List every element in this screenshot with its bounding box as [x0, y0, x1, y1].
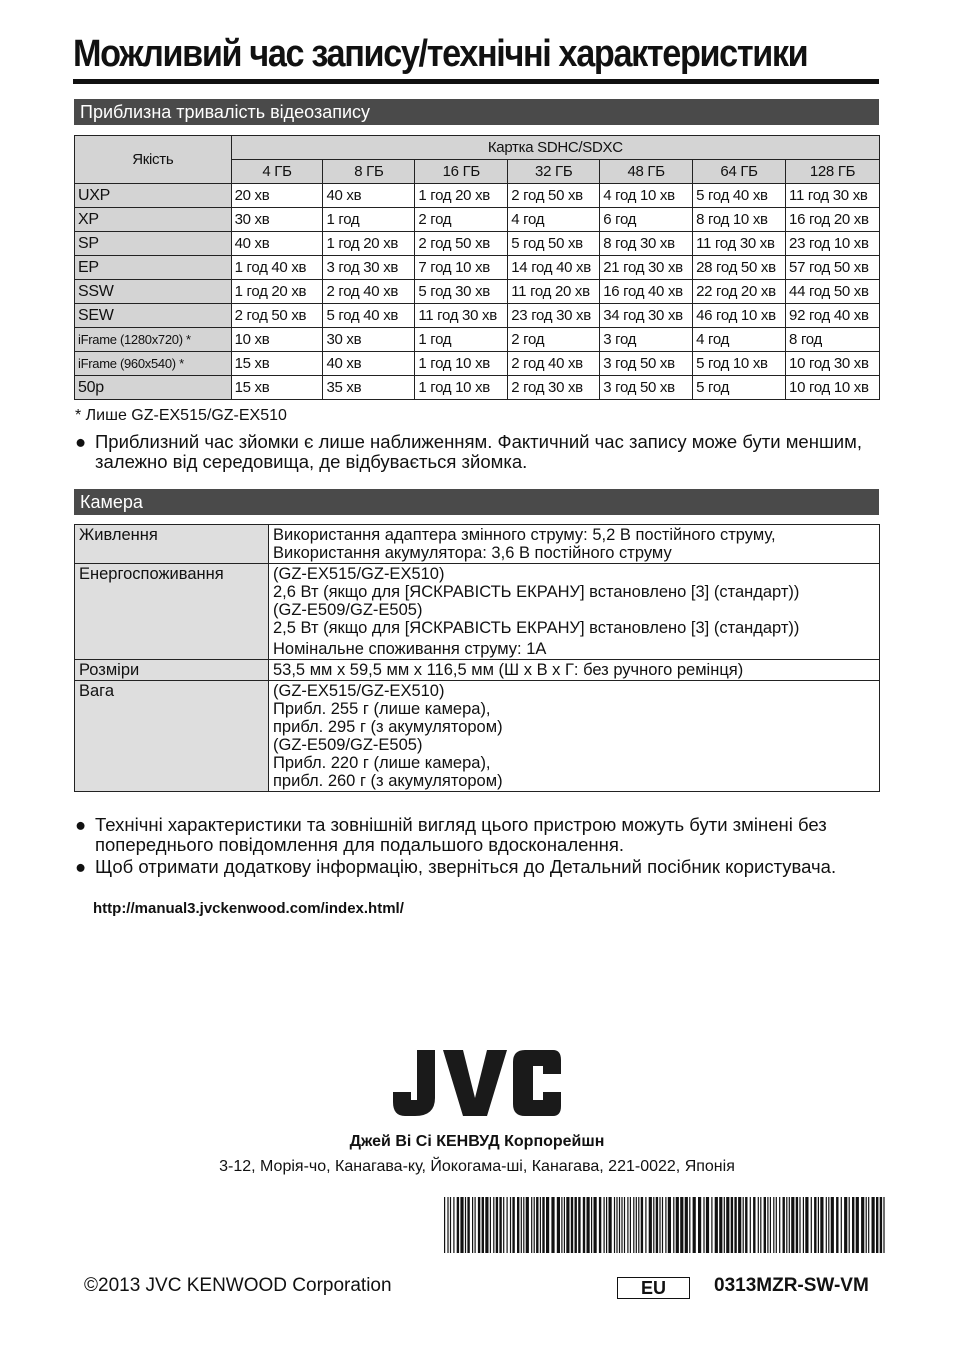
table-row	[75, 184, 880, 208]
duration-cell: 21 год 30 хв	[600, 256, 693, 280]
barcode-bar	[636, 1197, 637, 1253]
quality-cell: iFrame (960x540) *	[75, 352, 232, 376]
barcode-bar	[767, 1197, 768, 1253]
barcode-bar	[811, 1197, 812, 1253]
barcode-bar	[510, 1197, 511, 1253]
barcode-bar	[517, 1197, 519, 1253]
barcode-bar	[703, 1197, 704, 1253]
table-row	[75, 304, 880, 328]
barcode-bar	[649, 1197, 652, 1253]
duration-cell: 5 год 40 хв	[693, 184, 786, 208]
barcode-bar	[726, 1197, 729, 1253]
barcode-bar	[659, 1197, 660, 1253]
barcode-bar	[764, 1197, 766, 1253]
duration-cell: 2 год 40 хв	[323, 280, 415, 304]
barcode-bar	[689, 1197, 690, 1253]
duration-cell: 11 год 30 хв	[693, 232, 786, 256]
spec-line: прибл. 295 г (з акумулятором)	[273, 718, 503, 736]
region-badge: EU	[617, 1277, 690, 1299]
barcode-bar	[587, 1197, 590, 1253]
barcode-bar	[564, 1197, 565, 1253]
recording-time-table	[74, 135, 880, 400]
barcode-bar	[828, 1197, 829, 1253]
duration-cell: 22 год 20 хв	[693, 280, 786, 304]
duration-cell: 23 год 10 хв	[786, 232, 880, 256]
table-row	[75, 376, 880, 400]
barcode-bar	[698, 1197, 701, 1253]
barcode-bar	[534, 1197, 535, 1253]
barcode-bar	[866, 1197, 867, 1253]
spec-label: Розміри	[75, 660, 269, 681]
copyright: ©2013 JVC KENWOOD Corporation	[84, 1275, 392, 1296]
barcode-bar	[521, 1197, 522, 1253]
spec-line: (GZ-E509/GZ-E505)	[273, 736, 423, 754]
barcode-bar	[616, 1197, 617, 1253]
duration-cell: 1 год 40 хв	[231, 256, 323, 280]
barcode-bar	[614, 1197, 615, 1253]
barcode-bar	[844, 1197, 847, 1253]
spec-line: Використання акумулятора: 3,6 В постійного струму	[273, 544, 672, 562]
barcode-bar	[856, 1197, 859, 1253]
barcode-bar	[627, 1197, 628, 1253]
barcode-bar	[624, 1197, 625, 1253]
barcode-bar	[653, 1197, 654, 1253]
duration-cell: 1 год 20 хв	[415, 184, 508, 208]
barcode-bar	[753, 1197, 755, 1253]
barcode-bar	[706, 1197, 709, 1253]
barcode-bar	[876, 1197, 878, 1253]
barcode-bar	[566, 1197, 569, 1253]
barcode-bar	[645, 1197, 646, 1253]
barcode-bar	[783, 1197, 785, 1253]
duration-cell: 1 год	[323, 208, 415, 232]
barcode-bar	[803, 1197, 804, 1253]
capacity-header: 32 ГБ	[508, 160, 600, 184]
footnote: * Лише GZ-EX515/GZ-EX510	[75, 407, 287, 424]
barcode-bar	[512, 1197, 514, 1253]
duration-cell: 11 год 20 хв	[508, 280, 600, 304]
card-header: Картка SDHC/SDXC	[231, 136, 879, 160]
barcode-bar	[665, 1197, 666, 1253]
barcode-bar	[523, 1197, 524, 1253]
barcode-bar	[503, 1197, 504, 1253]
duration-cell: 2 год 40 хв	[508, 352, 600, 376]
duration-cell: 40 хв	[323, 184, 415, 208]
barcode-bar	[540, 1197, 541, 1253]
bullet-icon: ●	[75, 431, 87, 452]
barcode-bar	[531, 1197, 532, 1253]
barcode-bar	[826, 1197, 827, 1253]
duration-cell: 1 год 20 хв	[231, 280, 323, 304]
bullet-text: Приблизний час зйомки є лише наближенням. Фактичний час запису може бути меншим, залежно від середовища, де відбувається зйомка.	[95, 431, 862, 472]
spec-value	[269, 564, 880, 660]
title-rule	[73, 79, 879, 84]
duration-cell: 2 год 50 хв	[231, 304, 323, 328]
spec-line: (GZ-E509/GZ-E505)	[273, 601, 423, 619]
spec-value	[269, 681, 880, 792]
barcode-bar	[546, 1197, 549, 1253]
barcode-bar	[599, 1197, 601, 1253]
spec-row-power	[75, 525, 880, 564]
duration-cell: 34 год 30 хв	[600, 304, 693, 328]
duration-cell: 15 хв	[231, 376, 323, 400]
spec-line: 2,5 Вт (якщо для [ЯСКРАВІСТЬ ЕКРАНУ] встановлено [3] (стандарт))	[273, 619, 800, 637]
duration-cell: 8 год 30 хв	[600, 232, 693, 256]
barcode-bar	[594, 1197, 597, 1253]
duration-cell: 4 год	[693, 328, 786, 352]
spec-line: 2,6 Вт (якщо для [ЯСКРАВІСТЬ ЕКРАНУ] встановлено [3] (стандарт))	[273, 583, 800, 601]
barcode-bar	[496, 1197, 498, 1253]
duration-cell: 8 год 10 хв	[693, 208, 786, 232]
barcode-bar	[745, 1197, 747, 1253]
document-code: 0313MZR-SW-VM	[714, 1275, 869, 1296]
spec-row-consumption	[75, 564, 880, 660]
barcode-bar	[656, 1197, 658, 1253]
spec-label: Енергоспоживання	[75, 564, 269, 660]
duration-cell: 3 год 50 хв	[600, 352, 693, 376]
spec-label: Вага	[75, 681, 269, 792]
duration-cell: 30 хв	[323, 328, 415, 352]
barcode-bar	[609, 1197, 612, 1253]
spec-line: Використання адаптера змінного струму: 5,2 В постійного струму,	[273, 526, 776, 544]
section-heading-camera: Камера	[74, 489, 879, 515]
duration-cell: 57 год 50 хв	[786, 256, 880, 280]
table-row	[75, 232, 880, 256]
spec-row-dimensions	[75, 660, 880, 681]
duration-cell: 4 год	[508, 208, 600, 232]
capacity-header: 128 ГБ	[786, 160, 880, 184]
camera-spec-table	[74, 524, 880, 792]
barcode-bar	[604, 1197, 605, 1253]
barcode-bar	[482, 1197, 484, 1253]
barcode-bar	[776, 1197, 777, 1253]
barcode-bar	[571, 1197, 573, 1253]
quality-header: Якість	[75, 136, 232, 184]
barcode-bar	[849, 1197, 850, 1253]
barcode-bar	[786, 1197, 787, 1253]
barcode-bar	[444, 1197, 445, 1253]
barcode-bar	[883, 1197, 884, 1253]
quality-cell: EP	[75, 256, 232, 280]
barcode-bar	[789, 1197, 790, 1253]
barcode-bar	[676, 1197, 679, 1253]
duration-cell: 2 год 30 хв	[508, 376, 600, 400]
barcode-bar	[536, 1197, 538, 1253]
spec-value: 53,5 мм x 59,5 мм x 116,5 мм (Ш x В x Г: без ручного ремінця)	[269, 660, 880, 681]
duration-cell: 40 хв	[323, 352, 415, 376]
duration-cell: 14 год 40 хв	[508, 256, 600, 280]
barcode-bar	[621, 1197, 622, 1253]
barcode-bar	[465, 1197, 466, 1253]
duration-cell: 46 год 10 хв	[693, 304, 786, 328]
barcode-bar	[542, 1197, 544, 1253]
duration-cell: 6 год	[600, 208, 693, 232]
barcode-bar	[836, 1197, 838, 1253]
barcode-bar	[467, 1197, 469, 1253]
barcode-bar	[526, 1197, 529, 1253]
table-row	[75, 280, 880, 304]
barcode-bar	[673, 1197, 674, 1253]
jvc-logo	[393, 1048, 561, 1118]
barcode-bar	[820, 1197, 823, 1253]
quality-cell: XP	[75, 208, 232, 232]
duration-cell: 20 хв	[231, 184, 323, 208]
spec-value	[269, 525, 880, 564]
spec-line: Номінальне споживання струму: 1А	[273, 640, 547, 658]
spec-line: (GZ-EX515/GZ-EX510)	[273, 565, 445, 583]
bullet-note-recording	[75, 432, 885, 472]
duration-cell: 16 год 20 хв	[786, 208, 880, 232]
duration-cell: 10 год 30 хв	[786, 352, 880, 376]
bullet-icon: ●	[75, 856, 87, 877]
barcode-bar	[734, 1197, 736, 1253]
barcode-bar	[453, 1197, 454, 1253]
capacity-header: 48 ГБ	[600, 160, 693, 184]
duration-cell: 16 год 40 хв	[600, 280, 693, 304]
barcode-bar	[861, 1197, 864, 1253]
capacity-header: 16 ГБ	[415, 160, 508, 184]
duration-cell: 3 год 50 хв	[600, 376, 693, 400]
barcode-bar	[457, 1197, 459, 1253]
company-address: 3-12, Морія-чо, Канагава-ку, Йокогама-ші, Канагава, 221-0022, Японія	[219, 1158, 735, 1175]
duration-cell: 7 год 10 хв	[415, 256, 508, 280]
barcode-bar	[852, 1197, 854, 1253]
duration-cell: 23 год 30 хв	[508, 304, 600, 328]
quality-cell: iFrame (1280x720) *	[75, 328, 232, 352]
bullet-text: Технічні характеристики та зовнішній вигляд цього пристрою можуть бути змінені без попереднього повідомлення для подальшого вдосконалення.	[95, 814, 827, 855]
barcode-bar	[715, 1197, 718, 1253]
barcode-bar	[478, 1197, 480, 1253]
duration-cell: 4 год 10 хв	[600, 184, 693, 208]
table-row	[75, 328, 880, 352]
barcode-bar	[575, 1197, 577, 1253]
spec-line: прибл. 260 г (з акумулятором)	[273, 772, 503, 790]
barcode-bar	[557, 1197, 560, 1253]
duration-cell: 1 год 10 хв	[415, 352, 508, 376]
spec-line: Прибл. 255 г (лише камера),	[273, 700, 491, 718]
bullet-icon: ●	[75, 814, 87, 835]
duration-cell: 2 год 50 хв	[415, 232, 508, 256]
barcode-bar	[485, 1197, 488, 1253]
barcode-bar	[758, 1197, 759, 1253]
barcode-bar	[770, 1197, 771, 1253]
barcode-bar	[868, 1197, 869, 1253]
barcode-bar	[490, 1197, 491, 1253]
company-name: Джей Ві Сі КЕНВУД Корпорейшн	[349, 1133, 605, 1150]
barcode-bar	[475, 1197, 476, 1253]
barcode-bar	[750, 1197, 751, 1253]
barcode-bar	[738, 1197, 741, 1253]
barcode-bar	[578, 1197, 580, 1253]
barcode-bar	[743, 1197, 744, 1253]
duration-cell: 5 год 30 хв	[415, 280, 508, 304]
barcode-bar	[641, 1197, 643, 1253]
duration-cell: 2 год	[415, 208, 508, 232]
barcode-bar	[450, 1197, 451, 1253]
spec-line: (GZ-EX515/GZ-EX510)	[273, 682, 445, 700]
barcode-bar	[493, 1197, 494, 1253]
barcode-bar	[799, 1197, 800, 1253]
barcode-bar	[796, 1197, 798, 1253]
barcode-bar	[606, 1197, 607, 1253]
duration-cell: 3 год 30 хв	[323, 256, 415, 280]
barcode-bar	[447, 1197, 448, 1253]
barcode-bar	[818, 1197, 819, 1253]
barcode-bar	[619, 1197, 620, 1253]
duration-cell: 3 год	[600, 328, 693, 352]
barcode-bar	[791, 1197, 794, 1253]
barcode-bar	[583, 1197, 585, 1253]
barcode-bar	[561, 1197, 562, 1253]
bullet-note-manual	[75, 857, 885, 877]
barcode-bar	[638, 1197, 639, 1253]
barcode-bar	[831, 1197, 834, 1253]
quality-cell: SP	[75, 232, 232, 256]
table-row	[75, 256, 880, 280]
quality-cell: 50p	[75, 376, 232, 400]
barcode-bar	[680, 1197, 683, 1253]
quality-cell: SEW	[75, 304, 232, 328]
barcode-bar	[711, 1197, 712, 1253]
capacity-header: 4 ГБ	[231, 160, 323, 184]
duration-cell: 30 хв	[231, 208, 323, 232]
spec-row-weight	[75, 681, 880, 792]
duration-cell: 11 год 30 хв	[415, 304, 508, 328]
duration-cell: 8 год	[786, 328, 880, 352]
table-row	[75, 208, 880, 232]
quality-cell: UXP	[75, 184, 232, 208]
duration-cell: 28 год 50 хв	[693, 256, 786, 280]
capacity-header: 8 ГБ	[323, 160, 415, 184]
page-title: Можливий час запису/технічні характеристики	[73, 33, 808, 75]
barcode-bar	[841, 1197, 842, 1253]
barcode-bar	[719, 1197, 722, 1253]
barcode-bar	[551, 1197, 554, 1253]
barcode-bar	[499, 1197, 501, 1253]
barcode-bar	[872, 1197, 875, 1253]
capacity-header: 64 ГБ	[693, 160, 786, 184]
barcode-bar	[662, 1197, 663, 1253]
barcode-bar	[773, 1197, 774, 1253]
duration-cell: 92 год 40 хв	[786, 304, 880, 328]
barcode-bar	[760, 1197, 761, 1253]
barcode-bar	[724, 1197, 725, 1253]
barcode-bar	[630, 1197, 631, 1253]
barcode-bar	[472, 1197, 473, 1253]
duration-cell: 44 год 50 хв	[786, 280, 880, 304]
barcode-bar	[633, 1197, 634, 1253]
duration-cell: 5 год 40 хв	[323, 304, 415, 328]
spec-label: Живлення	[75, 525, 269, 564]
duration-cell: 1 год 20 хв	[323, 232, 415, 256]
barcode-bar	[460, 1197, 463, 1253]
barcode-bar	[880, 1197, 882, 1253]
section-heading-video: Приблизна тривалість відеозапису	[74, 99, 879, 125]
barcode-bar	[668, 1197, 671, 1253]
duration-cell: 40 хв	[231, 232, 323, 256]
spec-line: Прибл. 220 г (лише камера),	[273, 754, 491, 772]
barcode-bar	[591, 1197, 592, 1253]
barcode-bar	[507, 1197, 508, 1253]
duration-cell: 5 год	[693, 376, 786, 400]
barcode-bar	[814, 1197, 816, 1253]
duration-cell: 15 хв	[231, 352, 323, 376]
barcode-bar	[685, 1197, 688, 1253]
barcode-bar	[693, 1197, 696, 1253]
duration-cell: 35 хв	[323, 376, 415, 400]
duration-cell: 5 год 50 хв	[508, 232, 600, 256]
manual-link[interactable]: http://manual3.jvckenwood.com/index.html/	[93, 900, 404, 917]
barcode-bar	[805, 1197, 808, 1253]
duration-cell: 2 год	[508, 328, 600, 352]
quality-cell: SSW	[75, 280, 232, 304]
duration-cell: 2 год 50 хв	[508, 184, 600, 208]
duration-cell: 5 год 10 хв	[693, 352, 786, 376]
duration-cell: 11 год 30 хв	[786, 184, 880, 208]
barcode-bar	[731, 1197, 733, 1253]
barcode	[444, 1197, 886, 1253]
bullet-text: Щоб отримати додаткову інформацію, зверніться до Детальний посібник користувача.	[95, 856, 837, 877]
duration-cell: 10 хв	[231, 328, 323, 352]
barcode-bar	[779, 1197, 780, 1253]
bullet-note-specs	[75, 815, 885, 855]
duration-cell: 1 год 10 хв	[415, 376, 508, 400]
duration-cell: 10 год 10 хв	[786, 376, 880, 400]
table-row	[75, 352, 880, 376]
duration-cell: 1 год	[415, 328, 508, 352]
